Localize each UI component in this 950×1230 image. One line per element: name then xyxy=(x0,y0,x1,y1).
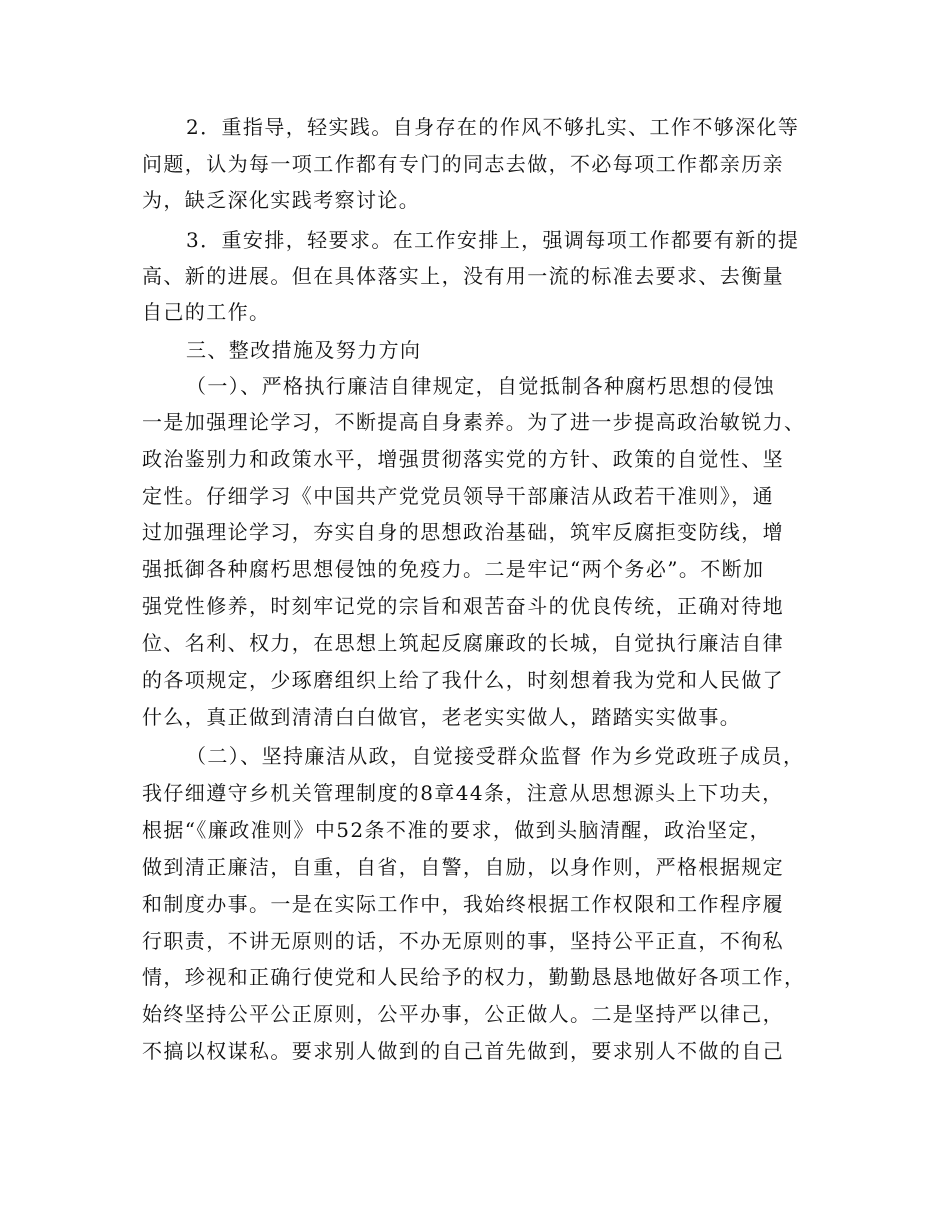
text-line: 问题，认为每一项工作都有专门的同志去做，不必每项工作都亲历亲 xyxy=(142,152,784,176)
text-line: 的各项规定，少琢磨组织上给了我什么，时刻想着我为党和人民做了 xyxy=(142,668,784,692)
text-line: 自己的工作。 xyxy=(142,300,271,324)
text-line: 定性。仔细学习《中国共产党党员领导干部廉洁从政若干准则》，通 xyxy=(142,484,774,508)
text-line: 位、名利、权力，在思想上筑起反腐廉政的长城，自觉执行廉洁自律 xyxy=(142,631,784,655)
text-line: 做到清正廉洁，自重，自省，自警，自励，以身作则，严格根据规定 xyxy=(142,855,784,879)
text-line: 行职责，不讲无原则的话，不办无原则的事，坚持公平正直，不徇私 xyxy=(142,929,784,953)
text-line: 2．重指导，轻实践。自身存在的作风不够扎实、工作不够深化等 xyxy=(186,115,800,139)
text-line: 和制度办事。一是在实际工作中，我始终根据工作权限和工作程序履 xyxy=(142,892,784,916)
text-line: 情，珍视和正确行使党和人民给予的权力，勤勤恳恳地做好各项工作， xyxy=(142,965,806,989)
text-line: 我仔细遵守乡机关管理制度的8章44条，注意从思想源头上下功夫， xyxy=(142,781,784,805)
text-line: 始终坚持公平公正原则，公平办事，公正做人。二是坚持严以律己， xyxy=(142,1002,784,1026)
subsection-heading: （二）、坚持廉洁从政，自觉接受群众监督 作为乡党政班子成员， xyxy=(186,744,805,768)
section-heading: 三、整改措施及努力方向 xyxy=(186,338,422,362)
text-line: 根据“《廉政准则》中52条不准的要求，做到头脑清醒，政治坚定， xyxy=(142,818,772,842)
text-line: 什么，真正做到清清白白做官，老老实实做人，踏踏实实做事。 xyxy=(142,705,742,729)
text-line: 为，缺乏深化实践考察讨论。 xyxy=(142,188,421,212)
text-line: 一是加强理论学习，不断提高自身素养。为了进一步提高政治敏锐力、 xyxy=(142,410,806,434)
text-line: 不搞以权谋私。要求别人做到的自己首先做到，要求别人不做的自己 xyxy=(142,1039,784,1063)
text-line: 3．重安排，轻要求。在工作安排上，强调每项工作都要有新的提 xyxy=(186,228,800,252)
text-line: 过加强理论学习，夯实自身的思想政治基础，筑牢反腐拒变防线，增 xyxy=(142,520,784,544)
subsection-heading: （一）、严格执行廉洁自律规定，自觉抵制各种腐朽思想的侵蚀 xyxy=(186,374,776,398)
text-line: 强抵御各种腐朽思想侵蚀的免疫力。二是牢记“两个务必”。不断加 xyxy=(142,557,765,581)
text-line: 政治鉴别力和政策水平，增强贯彻落实党的方针、政策的自觉性、坚 xyxy=(142,447,784,471)
text-line: 强党性修养，时刻牢记党的宗旨和艰苦奋斗的优良传统，正确对待地 xyxy=(142,594,784,618)
text-line: 高、新的进展。但在具体落实上，没有用一流的标准去要求、去衡量 xyxy=(142,264,784,288)
